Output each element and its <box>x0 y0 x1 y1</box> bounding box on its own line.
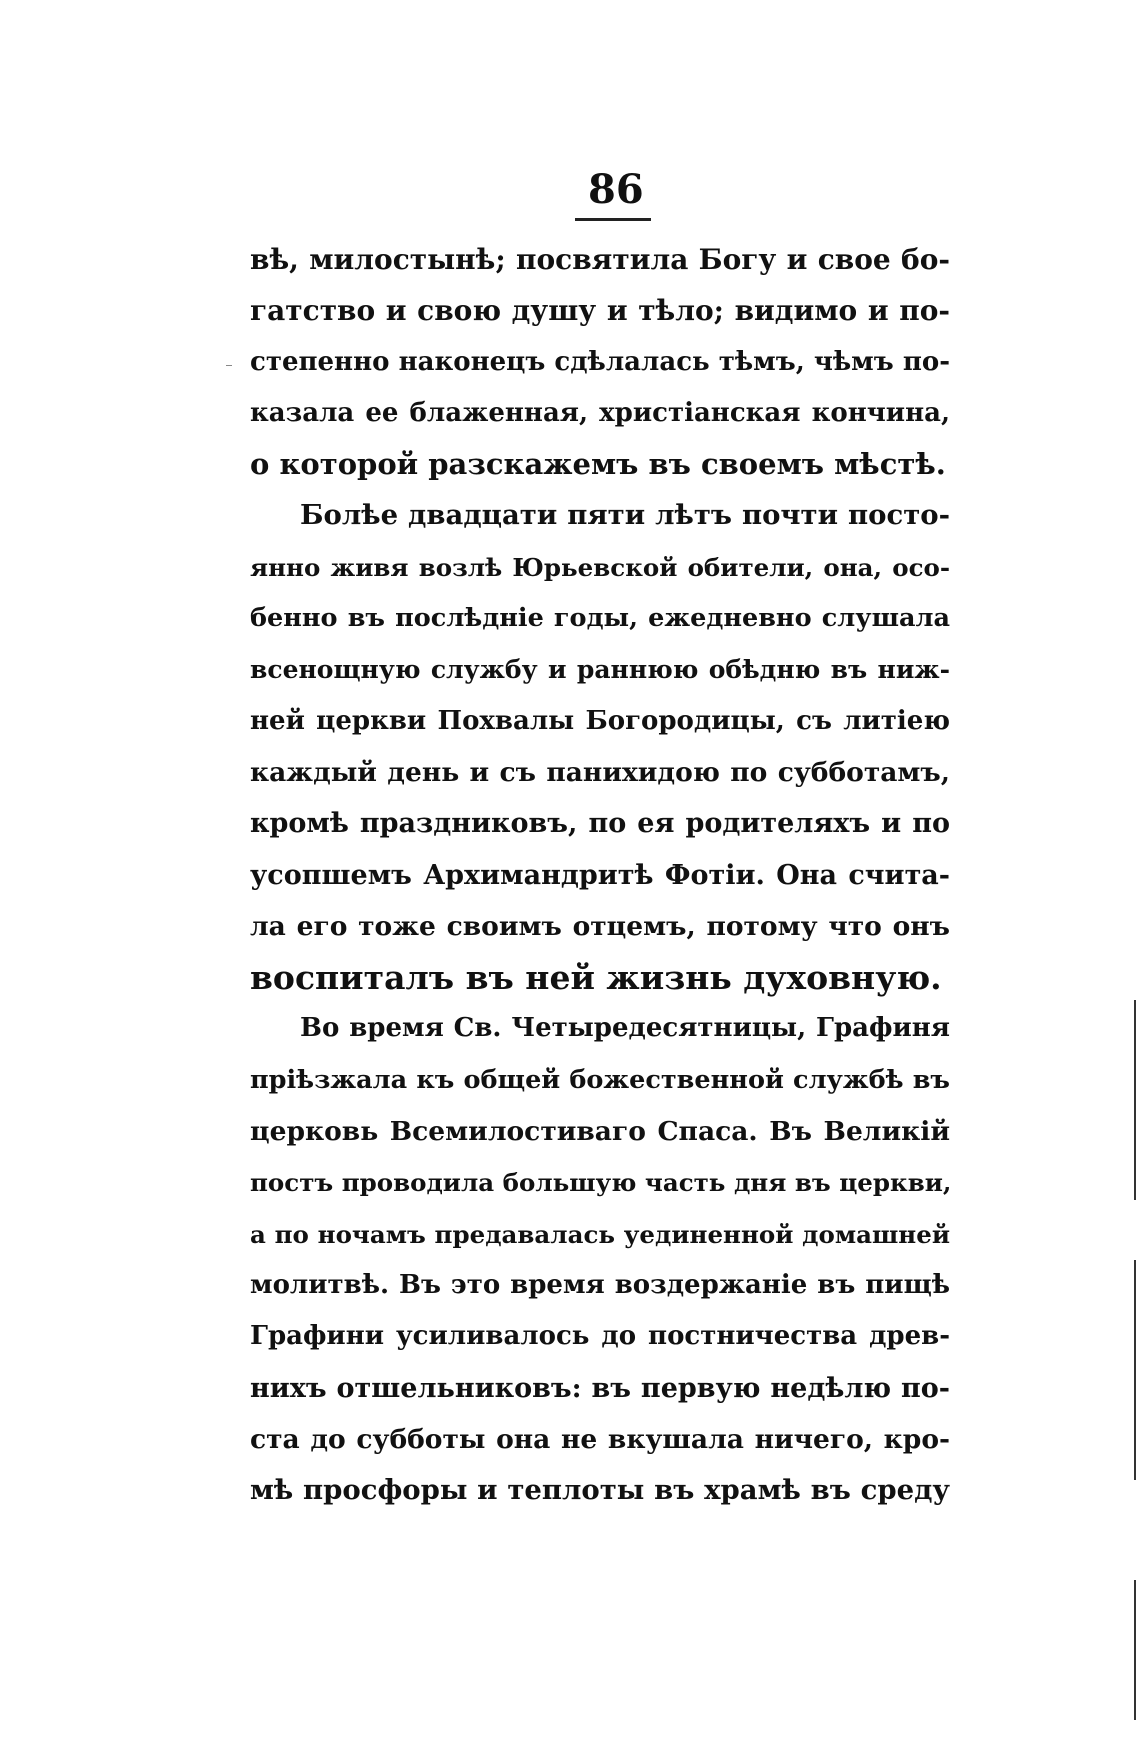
margin-mark <box>226 365 232 366</box>
text-line: а по ночамъ предавалась уединенной домашней <box>250 1219 950 1249</box>
body-text <box>250 234 950 1516</box>
text-line: казала ее блаженная, христіанская кончина, <box>250 397 950 428</box>
text-line: усопшемъ Архимандритѣ Фотіи. Она счита- <box>250 859 950 891</box>
text-line: Болѣе двадцати пяти лѣтъ почти посто- <box>300 499 950 532</box>
text-line: степенно наконецъ сдѣлалась тѣмъ, чѣмъ по- <box>250 346 950 377</box>
text-line: бенно въ послѣдніе годы, ежедневно слушала <box>250 603 950 634</box>
text-line: постъ проводила большую часть дня въ церкви, <box>250 1168 952 1198</box>
text-line: гатство и свою душу и тѣло; видимо и по- <box>250 294 950 328</box>
text-line: вѣ, милостынѣ; посвятила Богу и свое бо- <box>250 243 950 276</box>
scan-edge-mark <box>1134 1580 1136 1720</box>
text-line: пріѣзжала къ общей божественной службѣ въ <box>250 1064 950 1095</box>
text-line: церковь Всемилостиваго Спаса. Въ Великій <box>250 1116 950 1148</box>
page-number-rule <box>575 218 651 221</box>
text-line: Во время Св. Четыредесятницы, Графиня <box>300 1013 950 1044</box>
text-line: всенощную службу и раннюю обѣдню въ ниж- <box>250 655 950 685</box>
text-line: ней церкви Похвалы Богородицы, съ литіею <box>250 705 950 736</box>
text-line: каждый день и съ панихидою по субботамъ, <box>250 756 950 788</box>
text-line: кромѣ праздниковъ, по ея родителяхъ и по <box>250 808 950 840</box>
text-line: о которой разскажемъ въ своемъ мѣстѣ. <box>250 447 946 482</box>
page-number: 86 <box>588 166 644 213</box>
text-line: ста до субботы она не вкушала ничего, кро- <box>250 1423 950 1455</box>
text-line: ла его тоже своимъ отцемъ, потому что онъ <box>250 910 950 942</box>
scan-edge-mark <box>1134 1000 1136 1200</box>
text-line: нихъ отшельниковъ: въ первую недѣлю по- <box>250 1372 950 1404</box>
text-line: воспиталъ въ ней жизнь духовную. <box>250 958 942 998</box>
text-line: мѣ просфоры и теплоты въ храмѣ въ среду <box>250 1474 950 1507</box>
scan-edge-mark <box>1134 1260 1136 1480</box>
text-line: янно живя возлѣ Юрьевской обители, она, осо- <box>250 552 950 582</box>
text-line: молитвѣ. Въ это время воздержаніе въ пищѣ <box>250 1269 950 1300</box>
text-line: Графини усиливалось до постничества древ- <box>250 1321 950 1352</box>
